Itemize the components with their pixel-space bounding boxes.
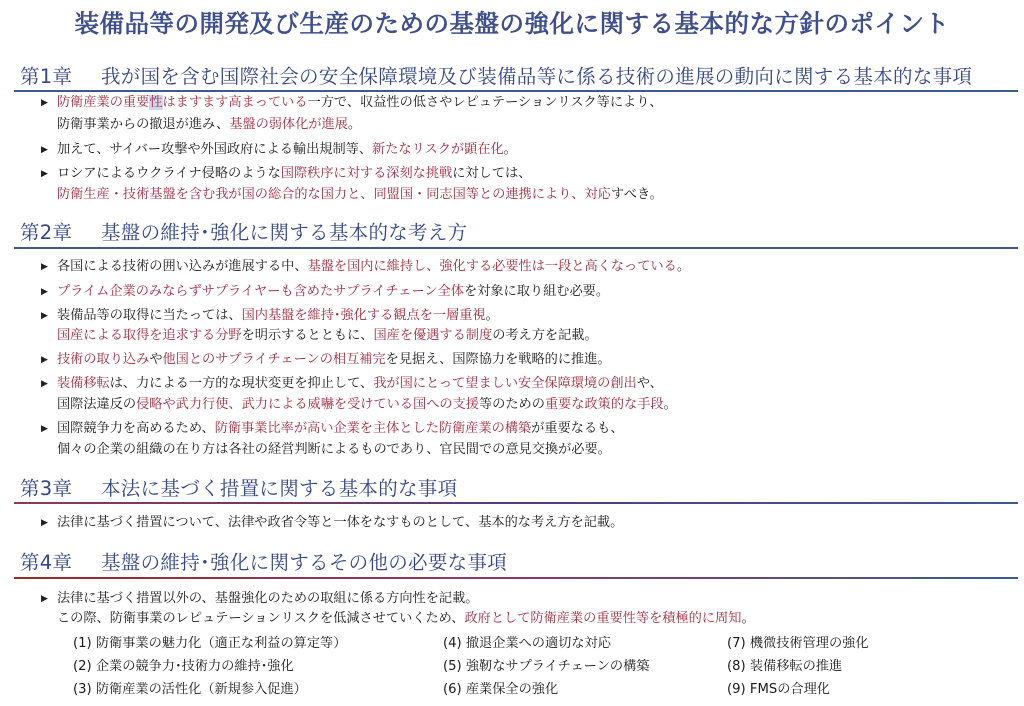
bullet-text-continued: 個々の企業の組織の在り方は各社の経営判断によるものであり、官民間での意見交換が必要。 [57, 442, 611, 457]
page-title: 装備品等の開発及び生産のための基盤の強化に関する基本的な方針のポイント [74, 9, 950, 38]
bullet-icon: ▶ [41, 424, 48, 434]
bullet-icon: ▶ [41, 169, 48, 179]
chapter-divider [14, 90, 1018, 92]
bullet-text: 国際競争力を高めるため、防衛事業比率が高い企業を主体とした防衛産業の構築が重要なるも、 [57, 421, 624, 436]
measure-item: (4) 撤退企業への適切な対応 [443, 636, 611, 651]
chapter-number: 第3章 [20, 477, 73, 500]
bullet-icon: ▶ [41, 287, 48, 297]
bullet-text: 加えて、サイバー攻撃や外国政府による輸出規制等、新たなリスクが顕在化。 [57, 142, 517, 157]
measure-item: (5) 強靭なサプライチェーンの構築 [443, 659, 650, 674]
chapter-title: 我が国を含む国際社会の安全保障環境及び装備品等に係る技術の進展の動向に関する基本的な事項 [101, 65, 973, 88]
chapter-3-heading [20, 473, 457, 501]
bullet-text: 法律に基づく措置以外の、基盤強化のための取組に係る方向性を記載。 [57, 591, 479, 606]
bullet-icon: ▶ [41, 145, 48, 155]
bullet-icon: ▶ [41, 379, 48, 389]
measure-item: (3) 防衛産業の活性化（新規参入促進） [73, 682, 307, 697]
bullet-icon: ▶ [41, 518, 48, 528]
measure-item: (6) 産業保全の強化 [443, 682, 559, 697]
measure-item: (8) 装備移転の推進 [727, 659, 843, 674]
chapter-title: 基盤の維持･強化に関する基本的な考え方 [101, 221, 468, 244]
bullet-text: 法律に基づく措置について、法律や政省令等と一体をなすものとして、基本的な考え方を記載。 [57, 515, 624, 530]
chapter-divider [14, 577, 1018, 579]
bullet-text: 装備品等の取得に当たっては、国内基盤を維持･強化する観点を一層重視。 [57, 308, 499, 323]
bullet-text-continued: 防衛生産・技術基盤を含む我が国の総合的な国力と、同盟国・同志国等との連携により、対応すべき。 [57, 187, 663, 202]
bullet-text-continued: この際、防衛事業のレピュテーションリスクを低減させていくため、政府として防衛産業の重要性等を積極的に周知。 [57, 611, 755, 626]
bullet-icon: ▶ [41, 311, 48, 321]
chapter-2-heading [20, 217, 467, 245]
bullet-icon: ▶ [41, 355, 48, 365]
bullet-icon: ▶ [41, 98, 48, 108]
chapter-divider [14, 247, 1018, 249]
chapter-title: 基盤の維持･強化に関するその他の必要な事項 [101, 551, 508, 574]
chapter-1-heading [20, 61, 972, 89]
bullet-icon: ▶ [41, 262, 48, 272]
bullet-text-continued: 国産による取得を追求する分野を明示するとともに、国産を優遇する制度の考え方を記載。 [57, 328, 598, 343]
bullet-text: 装備移転は、力による一方的な現状変更を抑止して、我が国にとって望ましい安全保障環境の創出や、 [57, 376, 663, 391]
bullet-text: 各国による技術の囲い込みが進展する中、基盤を国内に維持し、強化する必要性は一段と高くなっている。 [57, 259, 690, 274]
measure-item: (9) FMSの合理化 [727, 682, 830, 697]
bullet-text: ロシアによるウクライナ侵略のような国際秩序に対する深刻な挑戦に対しては、 [57, 166, 532, 181]
bullet-text-continued: 国際法違反の侵略や武力行使、武力による威嚇を受けている国への支援等のための重要な政策的な手段。 [57, 397, 677, 412]
measure-item: (2) 企業の競争力･技術力の維持･強化 [73, 659, 294, 674]
chapter-number: 第2章 [20, 221, 73, 244]
measure-item: (7) 機微技術管理の強化 [727, 636, 869, 651]
chapter-divider [14, 502, 1018, 504]
chapter-number: 第4章 [20, 551, 73, 574]
bullet-text: プライム企業のみならずサプライヤーも含めたサプライチェーン全体を対象に取り組む必要。 [57, 284, 610, 299]
bullet-text: 技術の取り込みや他国とのサプライチェーンの相互補完を見据え、国際協力を戦略的に推進。 [57, 352, 611, 367]
bullet-text: 防衛産業の重要性はますます高まっている一方で、収益性の低さやレピュテーションリスク等により、 [57, 95, 663, 110]
bullet-text-continued: 防衛事業からの撤退が進み、基盤の弱体化が進展。 [57, 117, 362, 132]
measure-item: (1) 防衛事業の魅力化（適正な利益の算定等） [73, 636, 347, 651]
chapter-4-heading [20, 547, 507, 575]
chapter-title: 本法に基づく措置に関する基本的な事項 [101, 477, 458, 500]
bullet-icon: ▶ [41, 594, 48, 604]
chapter-number: 第1章 [20, 65, 73, 88]
